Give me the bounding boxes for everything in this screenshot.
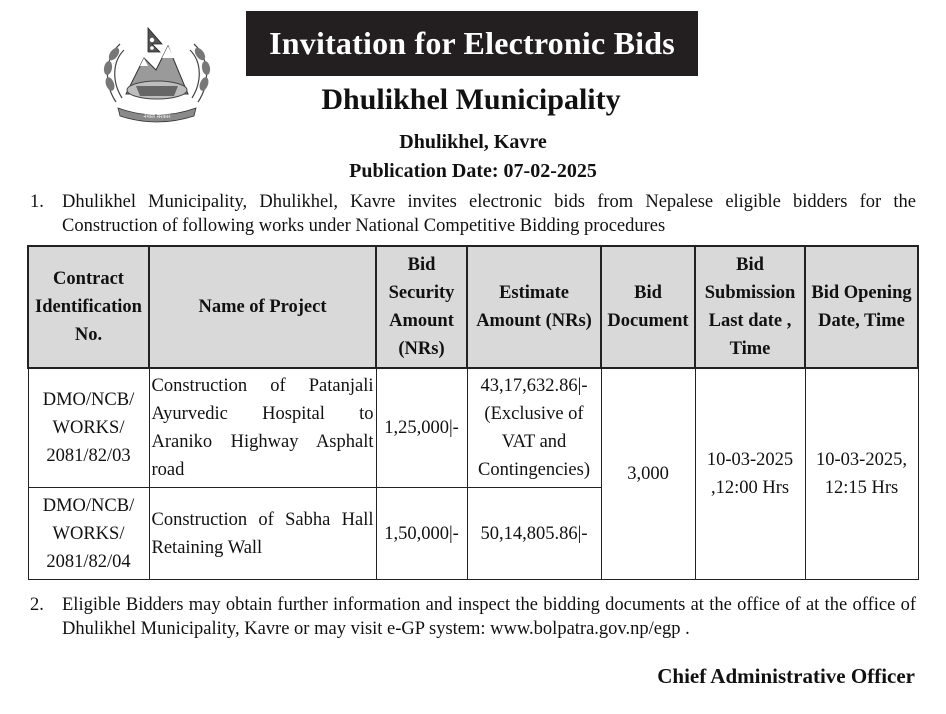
bid-security-cell: 1,50,000|- [376,488,467,580]
svg-text:नेपाल सरकार: नेपाल सरकार [143,114,171,120]
table-header-row [28,246,918,368]
paragraph-number: 2. [30,595,44,615]
signature-title: Chief Administrative Officer [657,664,915,688]
header-bid-document: Bid Document [601,246,695,368]
paragraph-text: Eligible Bidders may obtain further information and inspect the bidding documents at the office of at the office of Dhulikhel Municipality, Kavre or may visit e-GP system: www.bolpatra.gov.np/egp . [62,595,916,639]
header-bid-security: Bid Security Amount (NRs) [376,246,467,368]
header-submission-date: Bid Submission Last date , Time [695,246,805,368]
estimate-amount-cell: 50,14,805.86|- [467,488,601,580]
contract-id-cell: DMO/NCB/ WORKS/ 2081/82/04 [28,488,149,580]
header-contract-id: Contract Identification No. [28,246,149,368]
bid-security-cell: 1,25,000|- [376,368,467,488]
estimate-amount-cell: 43,17,632.86|- (Exclusive of VAT and Contingencies) [467,368,601,488]
bids-table [27,245,919,580]
header-opening-date: Bid Opening Date, Time [805,246,918,368]
paragraph-invitation [30,190,916,238]
organization-location: Dhulikhel, Kavre [399,131,547,153]
banner-title: Invitation for Electronic Bids [246,11,698,76]
header-estimate-amount: Estimate Amount (NRs) [467,246,601,368]
publication-date: Publication Date: 07-02-2025 [349,160,597,182]
paragraph-further-info [30,593,916,641]
opening-date-cell: 10-03-2025, 12:15 Hrs [805,368,918,580]
paragraph-number: 1. [30,192,44,212]
bid-document-cell: 3,000 [601,368,695,580]
paragraph-text: Dhulikhel Municipality, Dhulikhel, Kavre invites electronic bids from Nepalese eligible bidders for the Construction of following works under National Competitive Bidding procedures [62,192,916,236]
contract-id-cell: DMO/NCB/ WORKS/ 2081/82/03 [28,368,149,488]
project-name-cell: Construction of Patanjali Ayurvedic Hospital to Araniko Highway Asphalt road [149,368,376,488]
header-project-name: Name of Project [149,246,376,368]
table-row [28,368,918,488]
submission-date-cell: 10-03-2025 ,12:00 Hrs [695,368,805,580]
project-name-cell: Construction of Sabha Hall Retaining Wall [149,488,376,580]
organization-name: Dhulikhel Municipality [321,83,621,116]
